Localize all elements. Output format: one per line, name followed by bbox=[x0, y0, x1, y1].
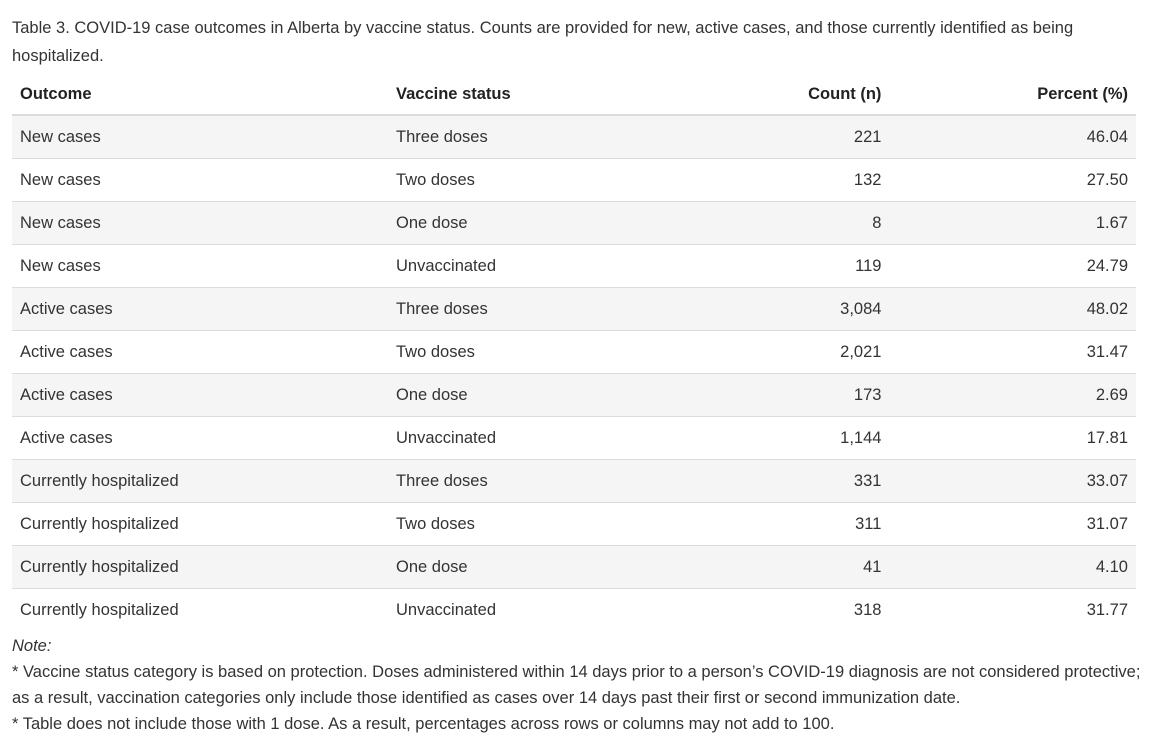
cell-vaccine-status: Three doses bbox=[388, 460, 662, 503]
cell-outcome: Currently hospitalized bbox=[12, 503, 388, 546]
cell-vaccine-status: Two doses bbox=[388, 159, 662, 202]
cell-percent: 33.07 bbox=[889, 460, 1136, 503]
cell-vaccine-status: Three doses bbox=[388, 115, 662, 159]
note-line-2: * Table does not include those with 1 dose. As a result, percentages across rows or columns may not add to 100. bbox=[12, 715, 835, 733]
table-header-row bbox=[12, 74, 1136, 115]
cell-outcome: Active cases bbox=[12, 374, 388, 417]
cell-outcome: Active cases bbox=[12, 288, 388, 331]
cell-count: 311 bbox=[662, 503, 889, 546]
table-row bbox=[12, 460, 1136, 503]
outcomes-table bbox=[12, 74, 1136, 631]
table-row bbox=[12, 503, 1136, 546]
cell-count: 1,144 bbox=[662, 417, 889, 460]
cell-count: 3,084 bbox=[662, 288, 889, 331]
cell-outcome: New cases bbox=[12, 159, 388, 202]
header-percent: Percent (%) bbox=[889, 74, 1136, 115]
cell-vaccine-status: Unvaccinated bbox=[388, 245, 662, 288]
cell-vaccine-status: Two doses bbox=[388, 331, 662, 374]
cell-outcome: Currently hospitalized bbox=[12, 589, 388, 632]
note-label: Note: bbox=[12, 637, 52, 655]
cell-count: 8 bbox=[662, 202, 889, 245]
cell-count: 318 bbox=[662, 589, 889, 632]
cell-count: 331 bbox=[662, 460, 889, 503]
table-note bbox=[12, 633, 1147, 737]
cell-percent: 48.02 bbox=[889, 288, 1136, 331]
cell-count: 173 bbox=[662, 374, 889, 417]
cell-outcome: New cases bbox=[12, 115, 388, 159]
cell-percent: 1.67 bbox=[889, 202, 1136, 245]
cell-percent: 4.10 bbox=[889, 546, 1136, 589]
table-row bbox=[12, 546, 1136, 589]
cell-percent: 27.50 bbox=[889, 159, 1136, 202]
header-vaccine-status: Vaccine status bbox=[388, 74, 662, 115]
cell-vaccine-status: Two doses bbox=[388, 503, 662, 546]
cell-percent: 31.47 bbox=[889, 331, 1136, 374]
cell-vaccine-status: Unvaccinated bbox=[388, 417, 662, 460]
cell-vaccine-status: Three doses bbox=[388, 288, 662, 331]
table-row bbox=[12, 288, 1136, 331]
table-caption: Table 3. COVID-19 case outcomes in Alberta by vaccine status. Counts are provided for new, active cases, and those currently identified as being hospitalized. bbox=[12, 19, 1074, 65]
table-row bbox=[12, 589, 1136, 632]
cell-outcome: Active cases bbox=[12, 331, 388, 374]
table-row bbox=[12, 245, 1136, 288]
table-row bbox=[12, 331, 1136, 374]
cell-vaccine-status: One dose bbox=[388, 546, 662, 589]
cell-percent: 24.79 bbox=[889, 245, 1136, 288]
cell-percent: 2.69 bbox=[889, 374, 1136, 417]
cell-count: 119 bbox=[662, 245, 889, 288]
table-row bbox=[12, 202, 1136, 245]
cell-outcome: Currently hospitalized bbox=[12, 546, 388, 589]
cell-outcome: New cases bbox=[12, 202, 388, 245]
cell-count: 41 bbox=[662, 546, 889, 589]
cell-outcome: New cases bbox=[12, 245, 388, 288]
cell-count: 132 bbox=[662, 159, 889, 202]
cell-count: 221 bbox=[662, 115, 889, 159]
cell-outcome: Currently hospitalized bbox=[12, 460, 388, 503]
note-line-1: * Vaccine status category is based on protection. Doses administered within 14 days prior to a person’s COVID-19 diagnosis are not considered protective; as a result, vaccination categories only include those identified as cases over 14 days past their first or second immunization date. bbox=[12, 663, 1141, 707]
table-row bbox=[12, 374, 1136, 417]
cell-count: 2,021 bbox=[662, 331, 889, 374]
cell-percent: 31.07 bbox=[889, 503, 1136, 546]
header-outcome: Outcome bbox=[12, 74, 388, 115]
cell-vaccine-status: One dose bbox=[388, 202, 662, 245]
cell-percent: 17.81 bbox=[889, 417, 1136, 460]
cell-percent: 31.77 bbox=[889, 589, 1136, 632]
cell-outcome: Active cases bbox=[12, 417, 388, 460]
header-count: Count (n) bbox=[662, 74, 889, 115]
cell-vaccine-status: Unvaccinated bbox=[388, 589, 662, 632]
cell-percent: 46.04 bbox=[889, 115, 1136, 159]
table-row bbox=[12, 417, 1136, 460]
cell-vaccine-status: One dose bbox=[388, 374, 662, 417]
table-row bbox=[12, 115, 1136, 159]
table-body bbox=[12, 115, 1136, 631]
table-row bbox=[12, 159, 1136, 202]
